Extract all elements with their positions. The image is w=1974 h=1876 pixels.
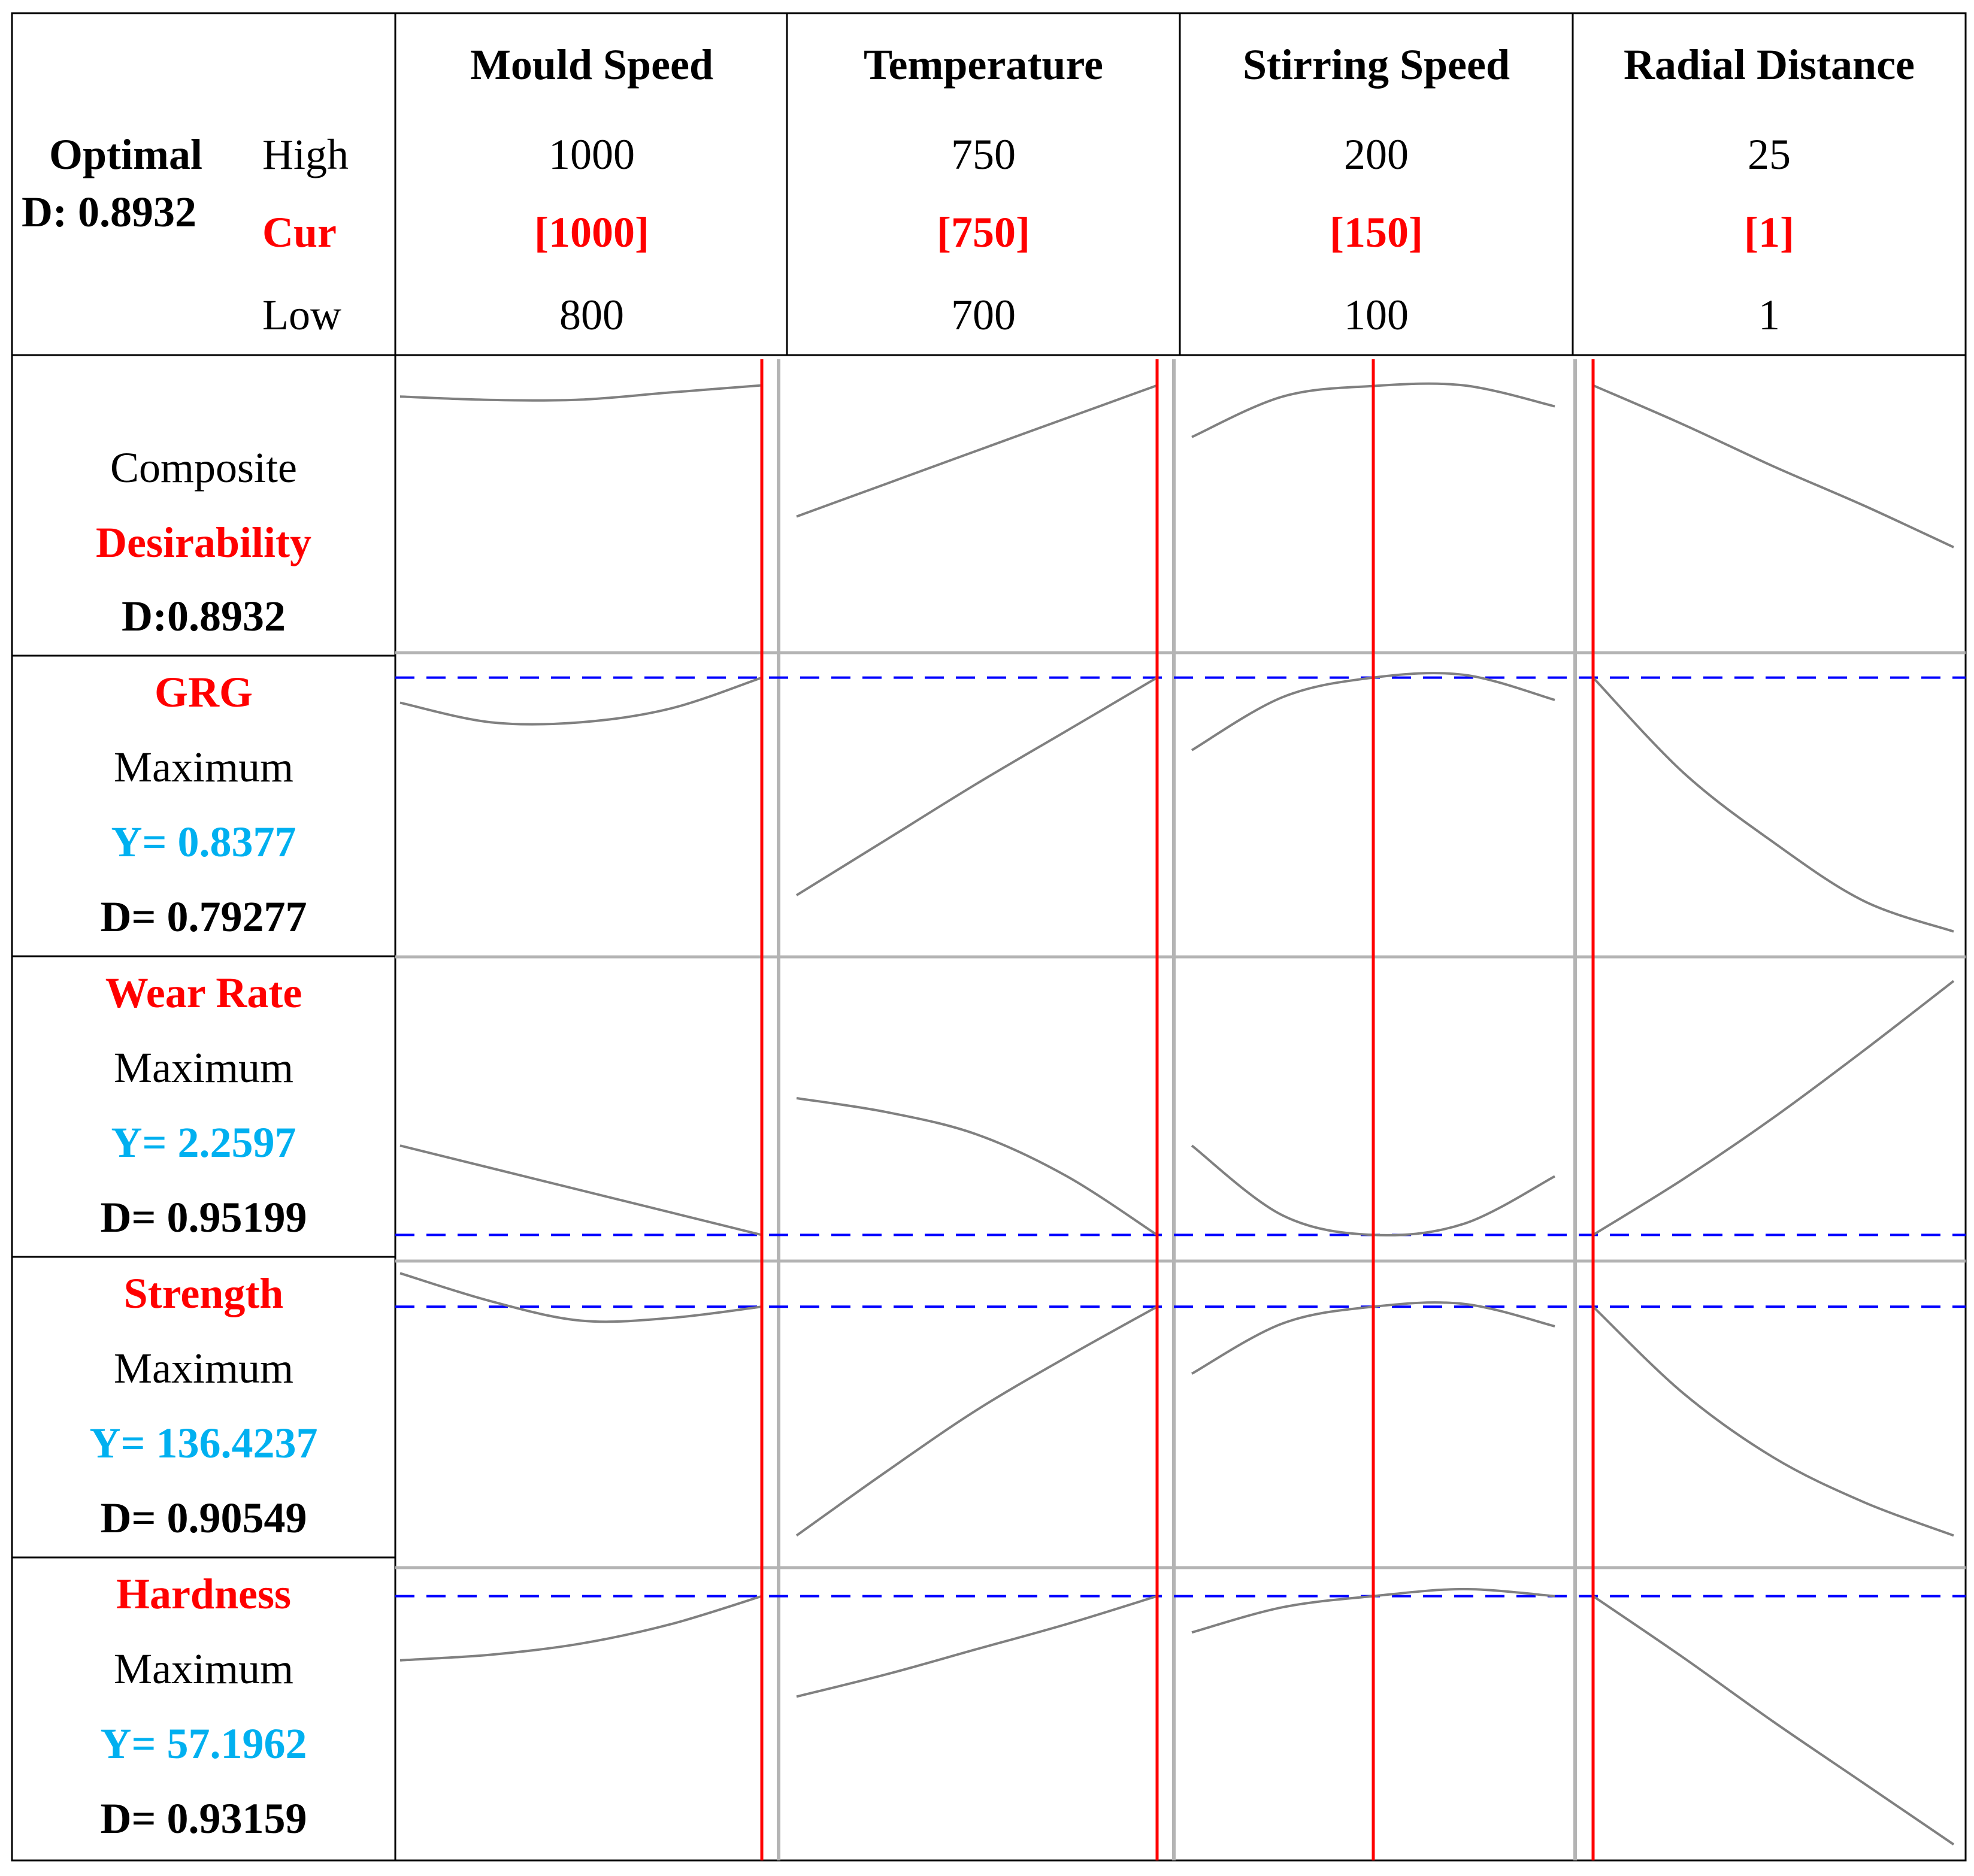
response-y-value: Y= 2.2597 [111, 1119, 296, 1166]
composite-d-value: D:0.8932 [122, 592, 286, 640]
optimal-d-value: D: 0.8932 [22, 188, 196, 236]
response-d-value: D= 0.79277 [100, 893, 307, 941]
factor-headers [470, 41, 1915, 339]
factor-current-value: [750] [937, 208, 1030, 256]
factor-high-value: 200 [1344, 131, 1409, 178]
profile-curve [797, 1596, 1157, 1697]
factor-current-value: [1] [1744, 208, 1794, 256]
profile-curve [1593, 1596, 1954, 1845]
factor-low-value: 1 [1758, 291, 1780, 339]
response-goal: Maximum [114, 1344, 293, 1392]
profile-panels [395, 359, 1966, 1860]
response-d-value: D= 0.95199 [100, 1193, 307, 1241]
response-name: GRG [154, 668, 253, 716]
profile-curve [797, 1307, 1157, 1535]
response-y-value: Y= 0.8377 [111, 818, 296, 866]
response-y-value: Y= 57.1962 [100, 1720, 307, 1768]
factor-low-value: 800 [559, 291, 624, 339]
response-name: Wear Rate [105, 969, 302, 1017]
factor-high-value: 750 [951, 131, 1016, 178]
optimal-label: Optimal [49, 131, 203, 178]
profile-curve [400, 678, 762, 725]
response-name: Strength [123, 1269, 284, 1317]
factor-current-value: [150] [1330, 208, 1423, 256]
response-goal: Maximum [114, 743, 293, 791]
response-d-value: D= 0.90549 [100, 1494, 307, 1542]
profile-curve [1593, 678, 1954, 932]
factor-name: Temperature [864, 41, 1103, 89]
response-goal: Maximum [114, 1044, 293, 1092]
desirability-label: Desirability [96, 519, 311, 566]
factor-high-value: 25 [1748, 131, 1791, 178]
response-name: Hardness [116, 1570, 292, 1618]
low-label: Low [262, 291, 341, 339]
factor-high-value: 1000 [549, 131, 635, 178]
profile-curve [1593, 981, 1954, 1235]
profile-curve [1593, 386, 1954, 547]
composite-label: Composite [110, 444, 298, 492]
factor-current-value: [1000] [534, 208, 649, 256]
profile-curve [1593, 1307, 1954, 1535]
factor-low-value: 700 [951, 291, 1016, 339]
factor-low-value: 100 [1344, 291, 1409, 339]
response-labels [89, 444, 317, 1842]
profile-curve [797, 1098, 1157, 1235]
cur-label: Cur [262, 208, 337, 256]
factor-name: Stirring Speed [1242, 41, 1510, 89]
response-d-value: D= 0.93159 [100, 1795, 307, 1842]
profile-curve [797, 678, 1157, 896]
response-goal: Maximum [114, 1645, 293, 1693]
profile-curve [400, 1596, 762, 1660]
profile-curve [797, 386, 1157, 517]
high-label: High [262, 131, 349, 178]
profile-curve [400, 1145, 762, 1235]
response-y-value: Y= 136.4237 [89, 1419, 318, 1467]
factor-name: Radial Distance [1624, 41, 1915, 89]
profile-curve [400, 1273, 762, 1322]
profile-curve [400, 386, 762, 401]
factor-name: Mould Speed [470, 41, 714, 89]
